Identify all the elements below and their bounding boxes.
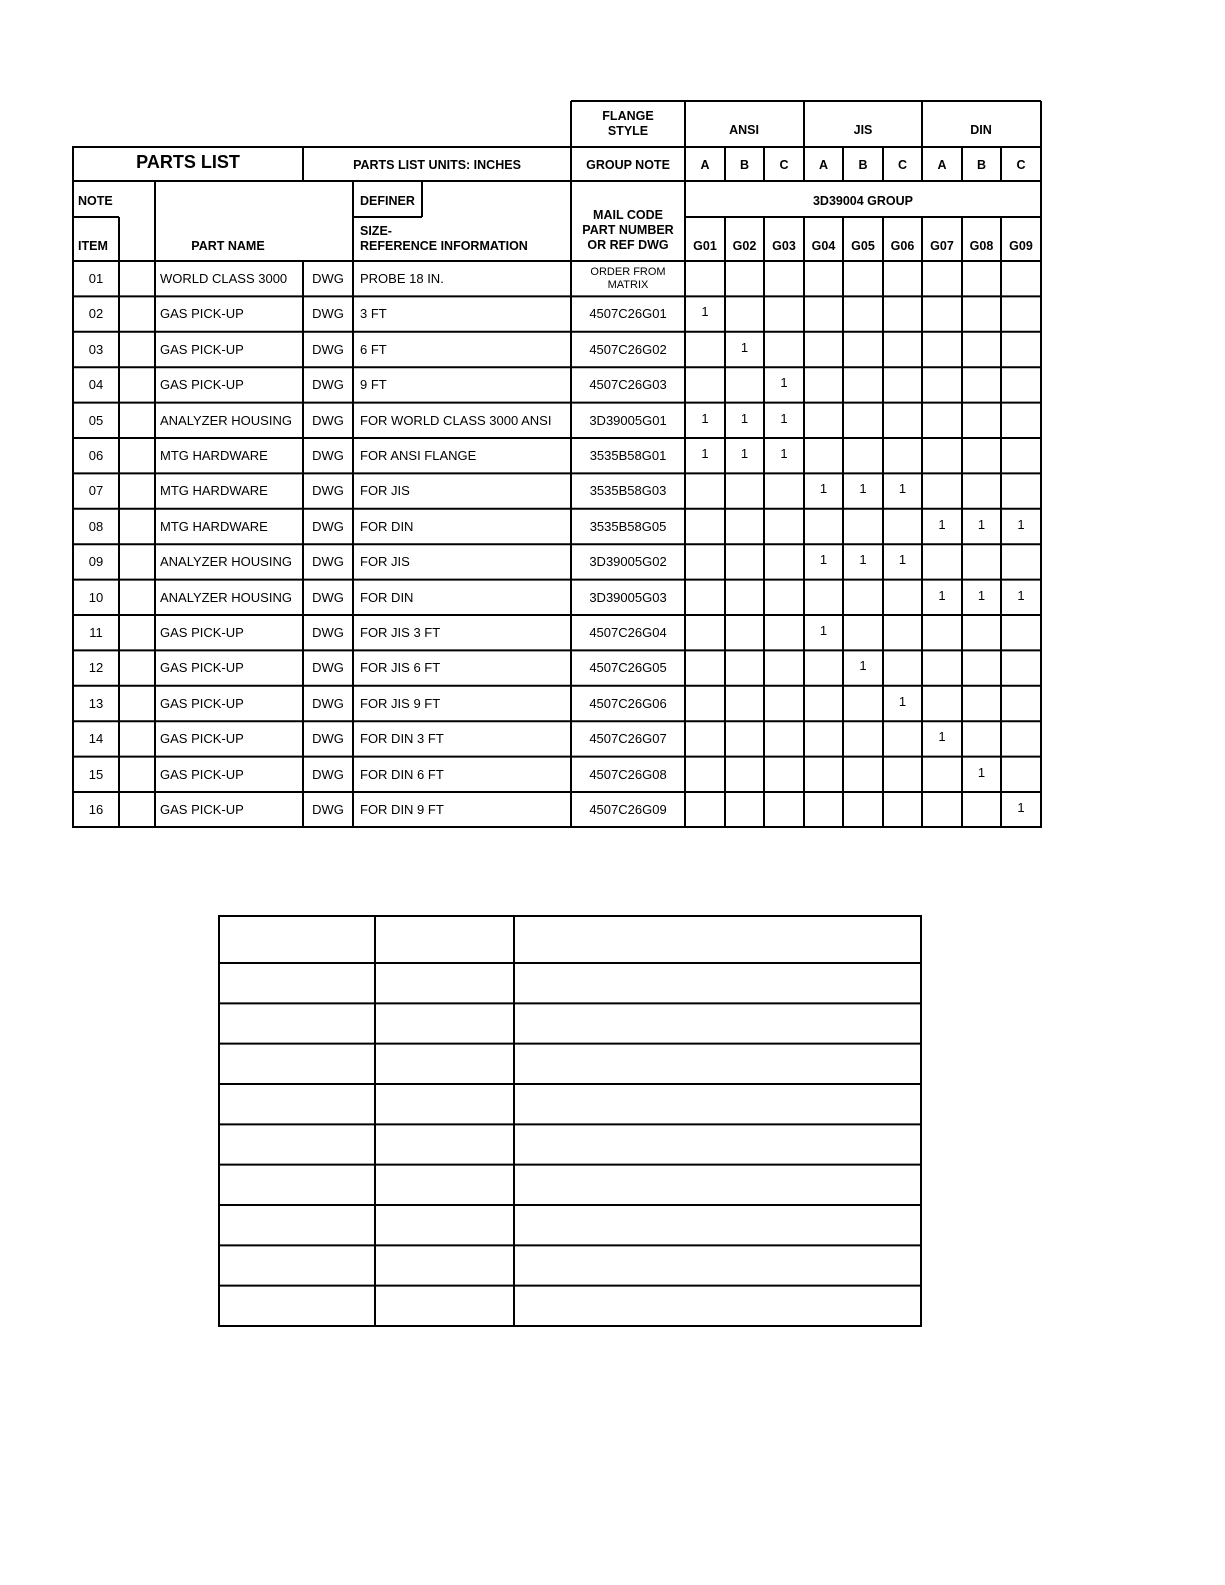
definer: DWG bbox=[312, 341, 344, 357]
part-number: 4507C26G09 bbox=[589, 802, 667, 817]
item-number: 10 bbox=[88, 589, 104, 605]
parts-list-title: PARTS LIST bbox=[136, 152, 240, 172]
blank-table bbox=[218, 915, 922, 1327]
part-number: 3535B58G01 bbox=[589, 448, 667, 463]
definer: DWG bbox=[312, 518, 344, 534]
part-number: 3D39005G03 bbox=[589, 589, 667, 605]
item-label: ITEM bbox=[78, 239, 108, 253]
part-number: 3535B58G05 bbox=[589, 518, 667, 534]
part-name: GAS PICK-UP bbox=[160, 802, 244, 817]
flange-group-ansi: ANSI bbox=[729, 123, 759, 137]
group-note-9: C bbox=[1016, 158, 1026, 172]
qty-g04: 1 bbox=[819, 623, 828, 638]
size-reference: FOR WORLD CLASS 3000 ANSI bbox=[360, 412, 552, 428]
group-code-g08: G08 bbox=[969, 239, 994, 253]
qty-g08: 1 bbox=[977, 587, 986, 603]
qty-g09: 1 bbox=[1017, 516, 1025, 532]
definer: DWG bbox=[312, 589, 344, 605]
definer: DWG bbox=[312, 271, 344, 286]
qty-g09: 1 bbox=[1017, 800, 1025, 815]
size-reference: FOR JIS 6 FT bbox=[360, 660, 441, 676]
part-name: ANALYZER HOUSING bbox=[160, 589, 292, 605]
size-reference: FOR DIN 9 FT bbox=[360, 802, 444, 817]
qty-g04: 1 bbox=[819, 481, 828, 497]
note-label: NOTE bbox=[78, 194, 113, 208]
part-number: 4507C26G04 bbox=[589, 625, 667, 640]
qty-g06: 1 bbox=[898, 552, 907, 568]
part-number-label: PART NUMBER bbox=[582, 223, 674, 237]
group-code-g07: G07 bbox=[930, 239, 954, 253]
item-number: 04 bbox=[88, 377, 104, 393]
size-reference: FOR JIS bbox=[360, 483, 410, 499]
part-name: GAS PICK-UP bbox=[160, 625, 244, 640]
size-reference: 6 FT bbox=[360, 341, 387, 357]
size-reference: 9 FT bbox=[360, 377, 387, 393]
definer: DWG bbox=[312, 554, 344, 570]
group-code-g06: G06 bbox=[890, 239, 915, 253]
qty-g04: 1 bbox=[819, 552, 828, 568]
part-number: 4507C26G08 bbox=[589, 766, 667, 782]
qty-g01: 1 bbox=[701, 446, 709, 461]
qty-g05: 1 bbox=[859, 552, 867, 568]
size-reference: FOR DIN 6 FT bbox=[360, 766, 444, 782]
group-note-5: B bbox=[858, 158, 868, 172]
part-name: MTG HARDWARE bbox=[160, 518, 268, 534]
group-code-g01: G01 bbox=[693, 239, 717, 253]
part-name: ANALYZER HOUSING bbox=[160, 412, 292, 428]
group-code-g09: G09 bbox=[1009, 239, 1033, 253]
item-number: 08 bbox=[88, 518, 104, 534]
parts-list-grid bbox=[72, 100, 1044, 830]
part-name: MTG HARDWARE bbox=[160, 448, 268, 463]
blank-table-grid bbox=[218, 915, 922, 1327]
part-name: GAS PICK-UP bbox=[160, 377, 244, 393]
group-code-g03: G03 bbox=[772, 239, 796, 253]
part-name: ANALYZER HOUSING bbox=[160, 554, 292, 570]
part-name: GAS PICK-UP bbox=[160, 341, 244, 357]
definer: DWG bbox=[312, 448, 344, 463]
parts-list-table bbox=[72, 100, 1044, 830]
qty-g02: 1 bbox=[740, 339, 749, 355]
part-number: 3D39005G02 bbox=[589, 554, 667, 570]
group-note-2: B bbox=[739, 158, 750, 172]
item-number: 13 bbox=[88, 695, 104, 711]
size-ref-label-1: SIZE- bbox=[360, 224, 392, 238]
definer: DWG bbox=[312, 802, 344, 817]
definer: DWG bbox=[312, 660, 344, 676]
qty-g05: 1 bbox=[859, 658, 867, 674]
size-reference: FOR DIN bbox=[360, 589, 414, 605]
qty-g07: 1 bbox=[938, 587, 946, 603]
item-number: 12 bbox=[88, 660, 104, 676]
part-number: 4507C26G06 bbox=[589, 695, 667, 711]
item-number: 16 bbox=[88, 802, 104, 817]
item-number: 01 bbox=[88, 271, 104, 286]
group-code-g02: G02 bbox=[732, 239, 757, 253]
group-note-label: GROUP NOTE bbox=[586, 158, 670, 172]
size-reference: FOR DIN bbox=[360, 518, 414, 534]
item-number: 06 bbox=[88, 448, 104, 463]
group-code-g05: G05 bbox=[851, 239, 875, 253]
group-note-3: C bbox=[779, 158, 789, 172]
definer: DWG bbox=[312, 377, 344, 393]
qty-g03: 1 bbox=[780, 410, 788, 426]
item-number: 14 bbox=[88, 731, 104, 747]
flange-style-label bbox=[593, 109, 663, 139]
size-ref-label-2: REFERENCE INFORMATION bbox=[360, 239, 528, 253]
size-reference: FOR JIS 3 FT bbox=[360, 625, 441, 640]
item-number: 03 bbox=[88, 341, 104, 357]
qty-g06: 1 bbox=[898, 693, 907, 709]
size-reference: 3 FT bbox=[360, 306, 387, 322]
qty-g02: 1 bbox=[740, 446, 749, 461]
group-note-8: B bbox=[976, 158, 987, 172]
qty-g01: 1 bbox=[701, 304, 709, 320]
group-note-4: A bbox=[818, 158, 829, 172]
item-number: 07 bbox=[88, 483, 104, 499]
size-reference: PROBE 18 IN. bbox=[360, 271, 444, 286]
group-note-1: A bbox=[700, 158, 710, 172]
part-number-line-2: MATRIX bbox=[607, 279, 649, 291]
size-reference: FOR DIN 3 FT bbox=[360, 731, 444, 747]
item-number: 11 bbox=[89, 625, 103, 640]
group-code-g04: G04 bbox=[811, 239, 836, 253]
part-number-line-1: ORDER FROM bbox=[590, 266, 666, 278]
flange-group-jis: JIS bbox=[853, 123, 873, 137]
part-number: 4507C26G02 bbox=[589, 341, 667, 357]
item-number: 15 bbox=[88, 766, 104, 782]
group-note-7: A bbox=[937, 158, 947, 172]
definer: DWG bbox=[312, 412, 344, 428]
part-number: 4507C26G05 bbox=[589, 660, 667, 676]
part-name-label: PART NAME bbox=[191, 239, 265, 253]
group-note-6: C bbox=[897, 158, 908, 172]
qty-g02: 1 bbox=[740, 410, 749, 426]
part-number: 4507C26G03 bbox=[589, 377, 667, 393]
definer: DWG bbox=[312, 766, 344, 782]
part-name: GAS PICK-UP bbox=[160, 731, 244, 747]
mail-code-label: MAIL CODE bbox=[593, 208, 663, 222]
item-number: 02 bbox=[88, 306, 104, 322]
part-name: GAS PICK-UP bbox=[160, 306, 244, 322]
part-name: GAS PICK-UP bbox=[160, 766, 244, 782]
item-number: 05 bbox=[88, 412, 104, 428]
or-ref-dwg-label: OR REF DWG bbox=[587, 238, 669, 252]
part-number: 3535B58G03 bbox=[589, 483, 667, 499]
part-name: GAS PICK-UP bbox=[160, 695, 244, 711]
qty-g07: 1 bbox=[938, 729, 946, 745]
qty-g05: 1 bbox=[859, 481, 867, 497]
qty-g01: 1 bbox=[701, 410, 709, 426]
qty-g06: 1 bbox=[898, 481, 907, 497]
part-number: 3D39005G01 bbox=[589, 412, 667, 428]
qty-g09: 1 bbox=[1017, 587, 1025, 603]
size-reference: FOR JIS bbox=[360, 554, 410, 570]
size-reference: FOR JIS 9 FT bbox=[360, 695, 441, 711]
qty-g03: 1 bbox=[780, 375, 788, 391]
definer: DWG bbox=[312, 306, 344, 322]
part-name: WORLD CLASS 3000 bbox=[160, 271, 288, 286]
definer: DWG bbox=[312, 695, 344, 711]
qty-g07: 1 bbox=[938, 516, 946, 532]
part-number: 4507C26G07 bbox=[589, 731, 667, 747]
size-reference: FOR ANSI FLANGE bbox=[360, 448, 477, 463]
parts-list-units: PARTS LIST UNITS: INCHES bbox=[353, 158, 521, 172]
definer: DWG bbox=[312, 731, 344, 747]
flange-group-din: DIN bbox=[970, 123, 992, 137]
flange-style-text: FLANGE STYLE bbox=[602, 109, 654, 138]
part-name: GAS PICK-UP bbox=[160, 660, 244, 676]
definer-label: DEFINER bbox=[360, 194, 415, 208]
qty-g03: 1 bbox=[780, 446, 788, 461]
part-name: MTG HARDWARE bbox=[160, 483, 268, 499]
item-number: 09 bbox=[88, 554, 104, 570]
qty-g08: 1 bbox=[977, 516, 986, 532]
definer: DWG bbox=[312, 483, 344, 499]
group-label: 3D39004 GROUP bbox=[812, 194, 914, 208]
definer: DWG bbox=[312, 625, 344, 640]
qty-g08: 1 bbox=[977, 764, 986, 780]
part-number: 4507C26G01 bbox=[589, 306, 667, 322]
